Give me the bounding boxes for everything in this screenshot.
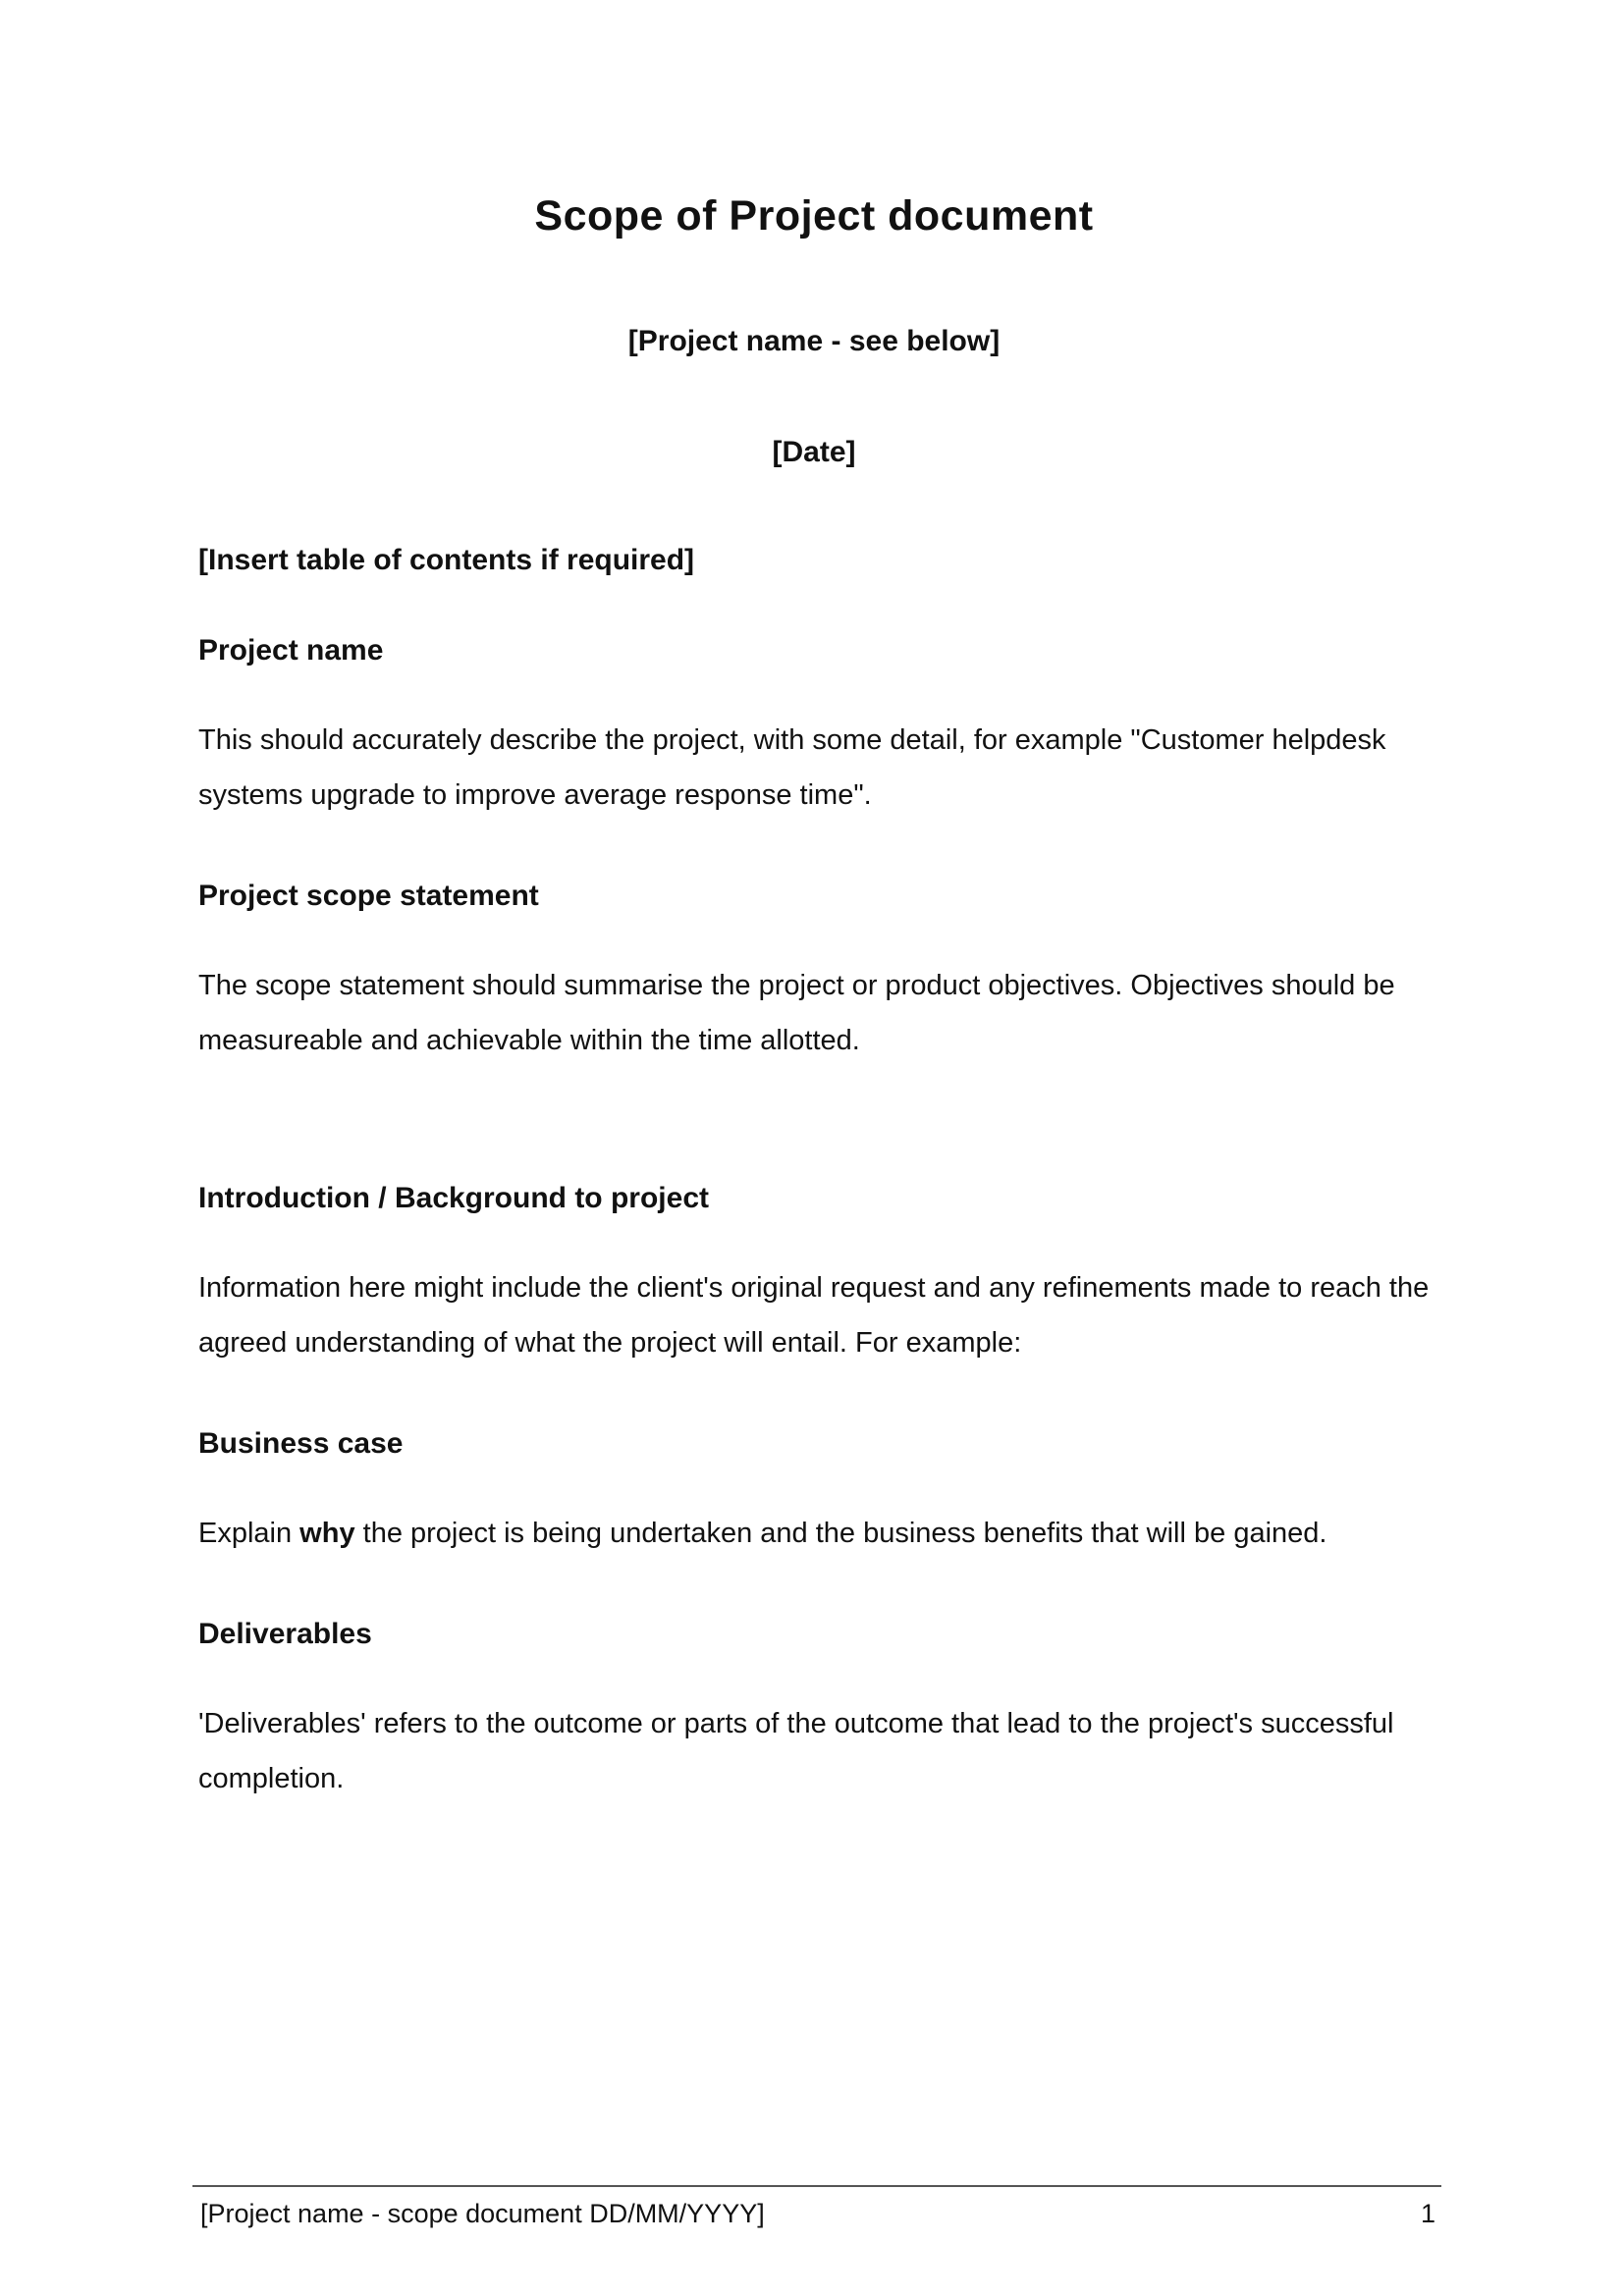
section-heading-project-scope-statement: Project scope statement <box>198 880 539 912</box>
page-title: Scope of Project document <box>534 192 1094 240</box>
footer-page-number: 1 <box>1420 2199 1435 2228</box>
section-paragraph-introduction-background: Information here might include the client's original request and any refinements made to reach the agreed understanding of what the project will entail. For example: <box>198 1272 1430 1359</box>
section-heading-introduction-background: Introduction / Background to project <box>198 1182 709 1214</box>
section-heading-project-name: Project name <box>198 634 384 667</box>
table-of-contents-placeholder: [Insert table of contents if required] <box>198 544 695 576</box>
page-footer <box>192 2185 1441 2229</box>
business-case-text-bold-why: why <box>299 1518 355 1549</box>
business-case-text-suffix: the project is being undertaken and the business benefits that will be gained. <box>354 1518 1327 1549</box>
footer-document-label: [Project name - scope document DD/MM/YYYY] <box>200 2199 765 2228</box>
section-heading-business-case: Business case <box>198 1427 404 1460</box>
date-placeholder: [Date] <box>772 436 856 468</box>
section-heading-deliverables: Deliverables <box>198 1618 372 1650</box>
section-paragraph-project-name: This should accurately describe the project, with some detail, for example "Customer helpdesk systems upgrade to improve average response time". <box>198 724 1386 811</box>
section-paragraph-deliverables: 'Deliverables' refers to the outcome or parts of the outcome that lead to the project's successful completion. <box>198 1708 1394 1794</box>
section-paragraph-business-case <box>198 1506 1430 1561</box>
project-name-placeholder: [Project name - see below] <box>627 325 1001 357</box>
section-paragraph-project-scope-statement: The scope statement should summarise the project or product objectives. Objectives should be measureable and achievable within the time allotted. <box>198 970 1395 1056</box>
footer-divider <box>192 2185 1441 2187</box>
business-case-text-prefix: Explain <box>198 1518 300 1549</box>
